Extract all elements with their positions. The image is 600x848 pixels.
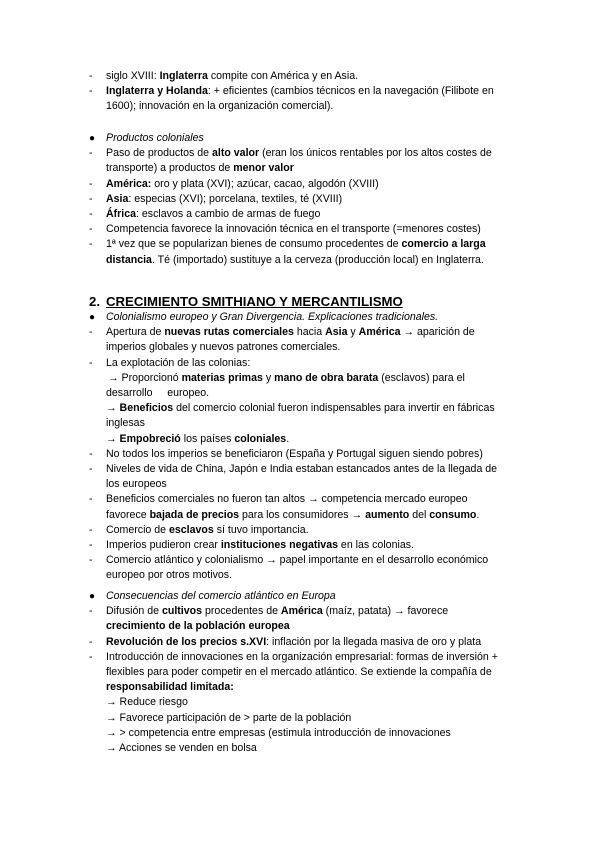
section-heading	[89, 294, 403, 310]
list-item-continued: europeo por otros motivos.	[106, 569, 233, 582]
list-item-continued: los europeos	[106, 478, 167, 491]
sub-item: → Favorece participación de > parte de la población	[106, 711, 352, 724]
list-item-continued: responsabilidad limitada:	[106, 681, 234, 694]
bullet-icon: ●	[89, 133, 96, 144]
list-item-continued: distancia. Té (importado) sustituye a la cerveza (producción local) en Inglaterra.	[106, 253, 484, 266]
bullet-icon: ●	[89, 591, 96, 602]
sub-item: → > competencia entre empresas (estimula introducción de innovaciones	[106, 726, 451, 739]
list-item: - Beneficios comerciales no fueron tan altos → competencia mercado europeo	[89, 493, 468, 506]
sub-item: → Empobreció los países coloniales.	[106, 432, 290, 445]
list-item: - Inglaterra y Holanda: + eficientes (cambios técnicos en la navegación (Filibote en	[89, 85, 494, 98]
heading-number: 2.	[89, 294, 100, 309]
sub-item: → Acciones se venden en bolsa	[106, 742, 257, 755]
consecuencias-section	[0, 589, 600, 756]
list-item: - La explotación de las colonias:	[89, 356, 251, 369]
list-item: - África: esclavos a cambio de armas de fuego	[89, 208, 321, 221]
list-item-continued: transporte) a productos de menor valor	[106, 162, 294, 175]
productos-section	[0, 131, 600, 268]
list-item: - Asia: especias (XVI); porcelana, textiles, té (XVIII)	[89, 192, 343, 205]
list-item: - Difusión de cultivos procedentes de América (maíz, patata) → favorece	[89, 605, 449, 618]
sub-item: → Proporcionó materias primas y mano de obra barata (esclavos) para el	[108, 371, 465, 384]
list-item-continued: flexibles para poder competir en el mercado atlántico. Se extiende la compañía de	[106, 666, 492, 679]
list-item: - Imperios pudieron crear instituciones negativas en las colonias.	[89, 539, 414, 552]
list-item: - 1ª vez que se popularizan bienes de consumo procedentes de comercio a larga	[89, 238, 486, 251]
sub-item: → Reduce riesgo	[106, 696, 188, 709]
list-item-continued: imperios globales y nuevos patrones comerciales.	[106, 341, 341, 354]
list-item: - Apertura de nuevas rutas comerciales hacia Asia y América → aparición de	[89, 326, 475, 339]
sub-item-continued: inglesas	[106, 417, 145, 430]
intro-list	[0, 69, 600, 115]
sub-item: → Beneficios del comercio colonial fueron indispensables para invertir en fábricas	[106, 402, 495, 415]
list-item-continued: crecimiento de la población europea	[106, 620, 290, 633]
bullet-title-colonialismo: ● Colonialismo europeo y Gran Divergencia. Explicaciones tradicionales.	[0, 310, 600, 325]
sub-item-continued: desarrollo europeo.	[106, 387, 210, 400]
list-item: - Comercio atlántico y colonialismo → papel importante en el desarrollo económico	[89, 554, 489, 567]
list-item: - América: oro y plata (XVI); azúcar, cacao, algodón (XVIII)	[89, 177, 379, 190]
list-item-continued: favorece bajada de precios para los consumidores → aumento del consumo.	[106, 508, 480, 521]
list-item: - No todos los imperios se beneficiaron (España y Portugal siguen siendo pobres)	[89, 447, 483, 460]
bullet-title-productos: ● Productos coloniales	[0, 131, 600, 146]
bullet-title-consecuencias: ● Consecuencias del comercio atlántico en Europa	[0, 589, 600, 604]
bullet-icon: ●	[89, 312, 96, 323]
list-item: - Competencia favorece la innovación técnica en el transporte (=menores costes)	[89, 223, 481, 236]
list-item: - Revolución de los precios s.XVI: inflación por la llegada masiva de oro y plata	[89, 635, 482, 648]
list-item-continued: 1600); innovación en la organización comercial).	[106, 100, 334, 113]
list-item: - Niveles de vida de China, Japón e India estaban estancados antes de la llegada de	[89, 463, 498, 476]
list-item: - Paso de productos de alto valor (eran los únicos rentables por los altos costes de	[89, 147, 492, 160]
list-item: - siglo XVIII: Inglaterra compite con América y en Asia.	[89, 70, 359, 82]
list-item: - Comercio de esclavos sí tuvo importancia.	[89, 523, 309, 536]
heading-title: CRECIMIENTO SMITHIANO Y MERCANTILISMO	[106, 294, 403, 309]
colonialismo-section	[0, 310, 600, 584]
list-item: - Introducción de innovaciones en la organización empresarial: formas de inversión +	[89, 650, 498, 663]
